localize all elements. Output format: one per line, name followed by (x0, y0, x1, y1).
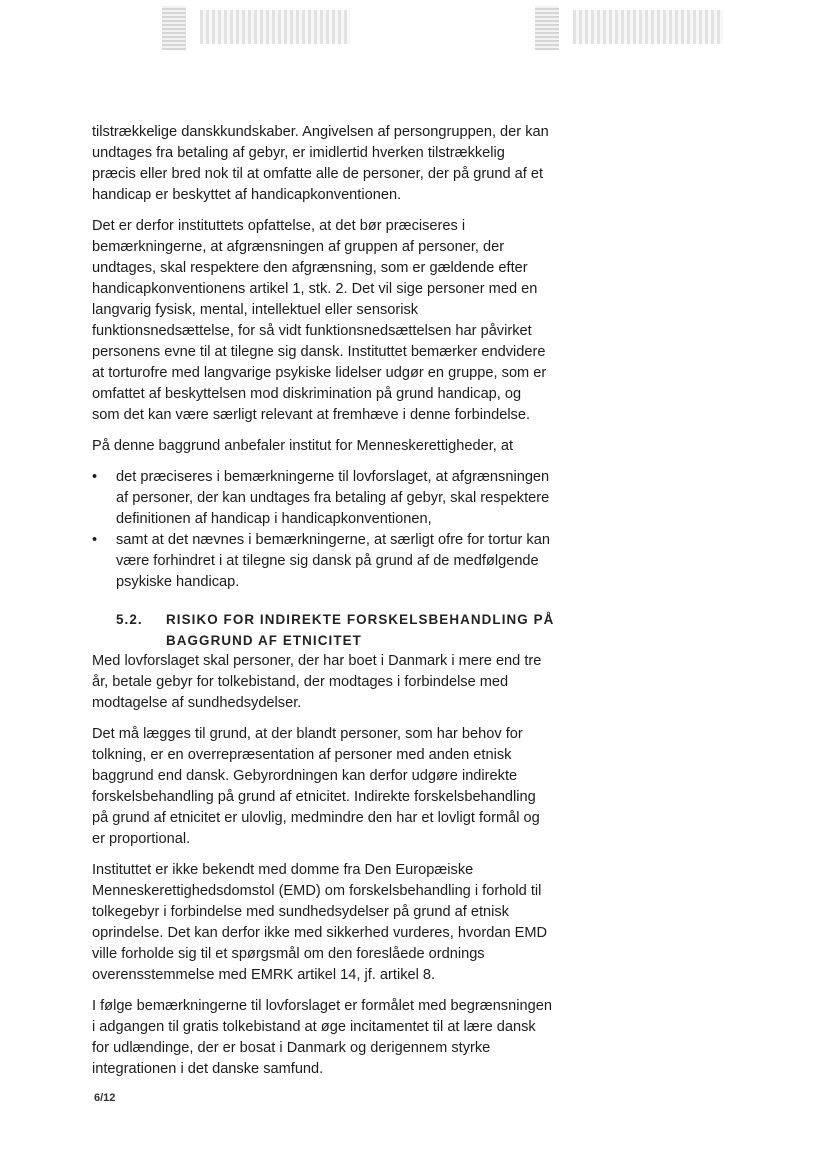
list-item (92, 530, 592, 593)
text-line: personens evne til at tilegne sig dansk. Instituttet bemærker endvidere (92, 344, 546, 360)
text-line: overensstemmelse med EMRK artikel 14, jf. artikel 8. (92, 967, 436, 983)
text-line: ville forholde sig til et spørgsmål om den foreslåede ordnings (92, 946, 485, 962)
text-line: være forhindret i at tilegne sig dansk på grund af de medfølgende (116, 553, 539, 569)
logo-text-image (200, 10, 350, 44)
text-line: forskelsbehandling på grund af etnicitet. Indirekte forskelsbehandling (92, 789, 536, 805)
text-line: som det kan være særligt relevant at fremhæve i denne forbindelse. (92, 407, 531, 423)
text-line: funktionsnedsættelse, for så vidt funktionsnedsættelsen har påvirket (92, 323, 532, 339)
logo-mark-icon (535, 6, 559, 50)
top-paragraphs (92, 122, 592, 457)
paragraph (92, 996, 592, 1080)
text-line: omfattet af beskyttelsen mod diskrimination på grund handicap, og (92, 386, 522, 402)
paragraph (92, 122, 592, 206)
header-logo-left (162, 6, 352, 56)
text-line: er proportional. (92, 831, 191, 847)
text-line: oprindelse. Det kan derfor ikke med sikkerhed vurderes, hvordan EMD (92, 925, 548, 941)
logo-mark-icon (162, 6, 186, 50)
paragraph (92, 651, 592, 714)
header-logo-right (535, 6, 725, 56)
text-line: tolkning, er en overrepræsentation af personer med anden etnisk (92, 747, 512, 763)
text-line: integrationen i det danske samfund. (92, 1061, 324, 1077)
text-line: det præciseres i bemærkningerne til lovforslaget, at afgrænsningen (116, 469, 550, 485)
text-line: tilstrækkelige danskkundskaber. Angivelsen af persongruppen, der kan (92, 124, 549, 140)
text-line: På denne baggrund anbefaler institut for Menneskerettigheder, at (92, 438, 514, 454)
text-line: definitionen af handicap i handicapkonventionen, (116, 511, 432, 527)
text-line: Med lovforslaget skal personer, der har boet i Danmark i mere end tre (92, 653, 542, 669)
text-line: baggrund end dansk. Gebyrordningen kan derfor udgøre indirekte (92, 768, 518, 784)
text-line: samt at det nævnes i bemærkningerne, at særligt ofre for tortur kan (116, 532, 550, 548)
text-line: i adgangen til gratis tolkebistand at øge incitamentet til at lære dansk (92, 1019, 536, 1035)
list-item (92, 467, 592, 530)
section-title-line-1: RISIKO FOR INDIREKTE FORSKELSBEHANDLING PÅ (166, 612, 555, 627)
text-line: af personer, der kan undtages fra betaling af gebyr, skal respektere (116, 490, 550, 506)
bullet-icon: • (92, 532, 98, 548)
recommendation-list (92, 467, 592, 593)
section-title-line-2: BAGGRUND AF ETNICITET (166, 633, 362, 648)
bullet-icon: • (92, 469, 98, 485)
logo-text-image (573, 10, 723, 44)
text-line: Instituttet er ikke bekendt med domme fra Den Europæiske (92, 862, 474, 878)
text-line: I følge bemærkningerne til lovforslaget er formålet med begrænsningen (92, 998, 552, 1014)
text-line: Det må lægges til grund, at der blandt personer, som har behov for (92, 726, 523, 742)
page-number: 6/12 (94, 1092, 116, 1104)
bottom-paragraphs (92, 651, 592, 1080)
text-line: tolkegebyr i forbindelse med sundhedsydelser på grund af etnisk (92, 904, 509, 920)
text-line: handicap er beskyttet af handicapkonventionen. (92, 187, 402, 203)
text-line: præcis eller bred nok til at omfatte alle de personer, der på grund af et (92, 166, 544, 182)
text-line: at torturofre med langvarige psykiske lidelser udgør en gruppe, som er (92, 365, 547, 381)
document-body (92, 122, 592, 1090)
section-number: 5.2. (116, 612, 143, 627)
text-line: år, betale gebyr for tolkebistand, der modtages i forbindelse med (92, 674, 509, 690)
paragraph (92, 216, 592, 426)
text-line: på grund af etnicitet er ulovlig, medmindre den har et lovligt formål og (92, 810, 540, 826)
text-line: undtages fra betaling af gebyr, er imidlertid hverken tilstrækkelig (92, 145, 505, 161)
text-line: bemærkningerne, at afgrænsningen af gruppen af personer, der (92, 239, 505, 255)
paragraph (92, 724, 592, 850)
text-line: Menneskerettighedsdomstol (EMD) om forskelsbehandling i forhold til (92, 883, 542, 899)
paragraph (92, 436, 592, 457)
text-line: langvarig fysisk, mental, intellektuel eller sensorisk (92, 302, 419, 318)
text-line: modtagelse af sundhedsydelser. (92, 695, 302, 711)
text-line: Det er derfor instituttets opfattelse, at det bør præciseres i (92, 218, 466, 234)
text-line: handicapkonventionens artikel 1, stk. 2. Det vil sige personer med en (92, 281, 538, 297)
text-line: undtages, skal respektere den afgrænsning, som er gældende efter (92, 260, 528, 276)
section-heading (92, 609, 592, 651)
paragraph (92, 860, 592, 986)
text-line: psykiske handicap. (116, 574, 240, 590)
text-line: for udlændinge, der er bosat i Danmark og derigennem styrke (92, 1040, 491, 1056)
